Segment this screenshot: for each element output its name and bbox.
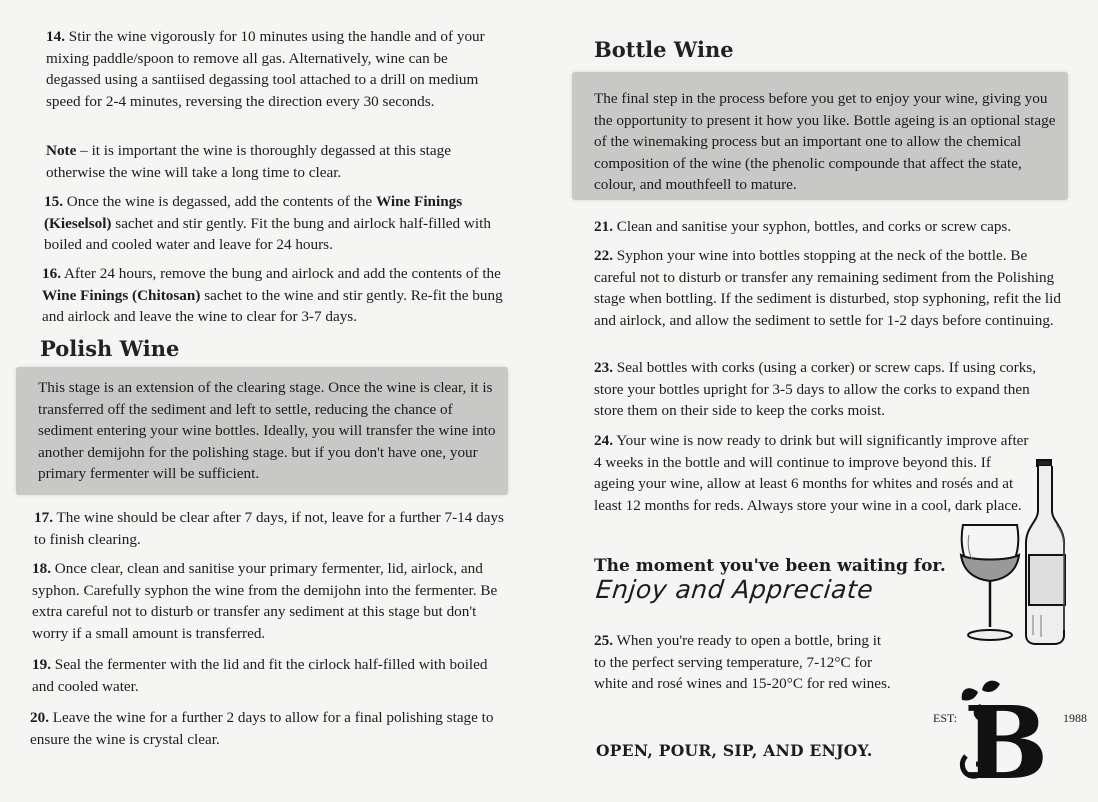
- step-14: 14. Stir the wine vigorously for 10 minutes using the handle and of your mixing paddle/spoon to remove all gas. Alternatively, wine can be degassed using a santiised degassing tool attached to a drill on medium speed for 2-4 minutes, reversing the direction every 30 seconds.: [46, 28, 485, 110]
- step-23: 23. Seal bottles with corks (using a corker) or screw caps. If using corks, store your bottles upright for 3-5 days to allow the corks to expand then store them on their side to keep the corks moist.: [594, 359, 1037, 420]
- moment-heading: The moment you've been waiting for.: [594, 556, 946, 576]
- brand-b-logo: [956, 678, 1066, 798]
- step-22: 22. Syphon your wine into bottles stopping at the neck of the bottle. Be careful not to disturb or transfer any remaining sediment from the Polishing stage when bottling. If the sediment is disturbed, stop syphoning, refit the lid and airlock, and allow the sediment to settle for 1-2 days before continuing.: [594, 247, 1061, 329]
- polish-intro-box: [16, 367, 508, 495]
- step-24: 24. Your wine is now ready to drink but will significantly improve after 4 weeks in the bottle and will continue to improve beyond this. If ageing your wine, allow at least 6 months for whites and rosés and at least 12 months for reds. Always store your wine in a cool, dark place.: [594, 432, 1029, 514]
- logo-est-text: EST:: [933, 711, 958, 725]
- polish-intro-text: This stage is an extension of the clearing stage. Once the wine is clear, it is transferred off the sediment and left to settle, reducing the chance of sediment entering your wine bottles. Ideally, you will transfer the wine into another demijohn for the polishing stage. but if you don't have one, your primary fermenter will be sufficient.: [38, 379, 496, 483]
- logo-year-text: 1988: [1063, 711, 1087, 725]
- step-19: 19. Seal the fermenter with the lid and fit the cirlock half-filled with boiled and cooled water.: [32, 656, 488, 695]
- wine-glass-icon: [961, 525, 1019, 640]
- step-18: 18. Once clear, clean and sanitise your primary fermenter, lid, airlock, and syphon. Carefully syphon the wine from the demijohn into the fermenter. Be extra careful not to disturb or transfer any sediment at this stage but don't worry if a small amount is transferred.: [32, 560, 498, 642]
- step-21: 21. Clean and sanitise your syphon, bottles, and corks or screw caps.: [594, 218, 1012, 235]
- step-20: 20. Leave the wine for a further 2 days to allow for a final polishing stage to ensure the wine is crystal clear.: [30, 709, 494, 748]
- logo-letter: B: [963, 684, 1049, 798]
- bottle-intro-text: The final step in the process before you get to enjoy your wine, giving you the opportunity to present it how you like. Bottle ageing is an optional stage of the winemaking process but an important one to allow the chemical composition of the wine (the phenolic compounde that affect the state, colour, and mouthfeell to mature.: [594, 90, 1056, 194]
- closing-line: OPEN, POUR, SIP, AND ENJOY.: [596, 741, 873, 760]
- step-17: 17. The wine should be clear after 7 days, if not, leave for a further 7-14 days to finish clearing.: [34, 509, 504, 548]
- wine-bottle-icon: [1026, 460, 1065, 644]
- polish-wine-heading: Polish Wine: [40, 336, 180, 361]
- wine-glass-bottle-illustration: [955, 455, 1075, 650]
- step-25: 25. When you're ready to open a bottle, bring it to the perfect serving temperature, 7-12°C for white and rosé wines and 15-20°C for red wines.: [594, 632, 891, 693]
- step-16: 16. After 24 hours, remove the bung and airlock and add the contents of the Wine Finings (Chitosan) sachet to the wine and stir gently. Re-fit the bung and airlock and leave the wine to clear for 3-7 days.: [42, 265, 503, 326]
- note-paragraph: Note – it is important the wine is thoroughly degassed at this stage otherwise the wine will take a long time to clear.: [46, 142, 451, 181]
- enjoy-script-heading: Enjoy and Appreciate: [594, 575, 875, 604]
- step-15: 15. Once the wine is degassed, add the contents of the Wine Finings (Kieselsol) sachet and stir gently. Fit the bung and airlock half-filled with boiled and cooled water and leave for 24 hours.: [44, 193, 491, 254]
- bottle-wine-heading: Bottle Wine: [594, 37, 734, 62]
- bottle-intro-box: [572, 72, 1068, 200]
